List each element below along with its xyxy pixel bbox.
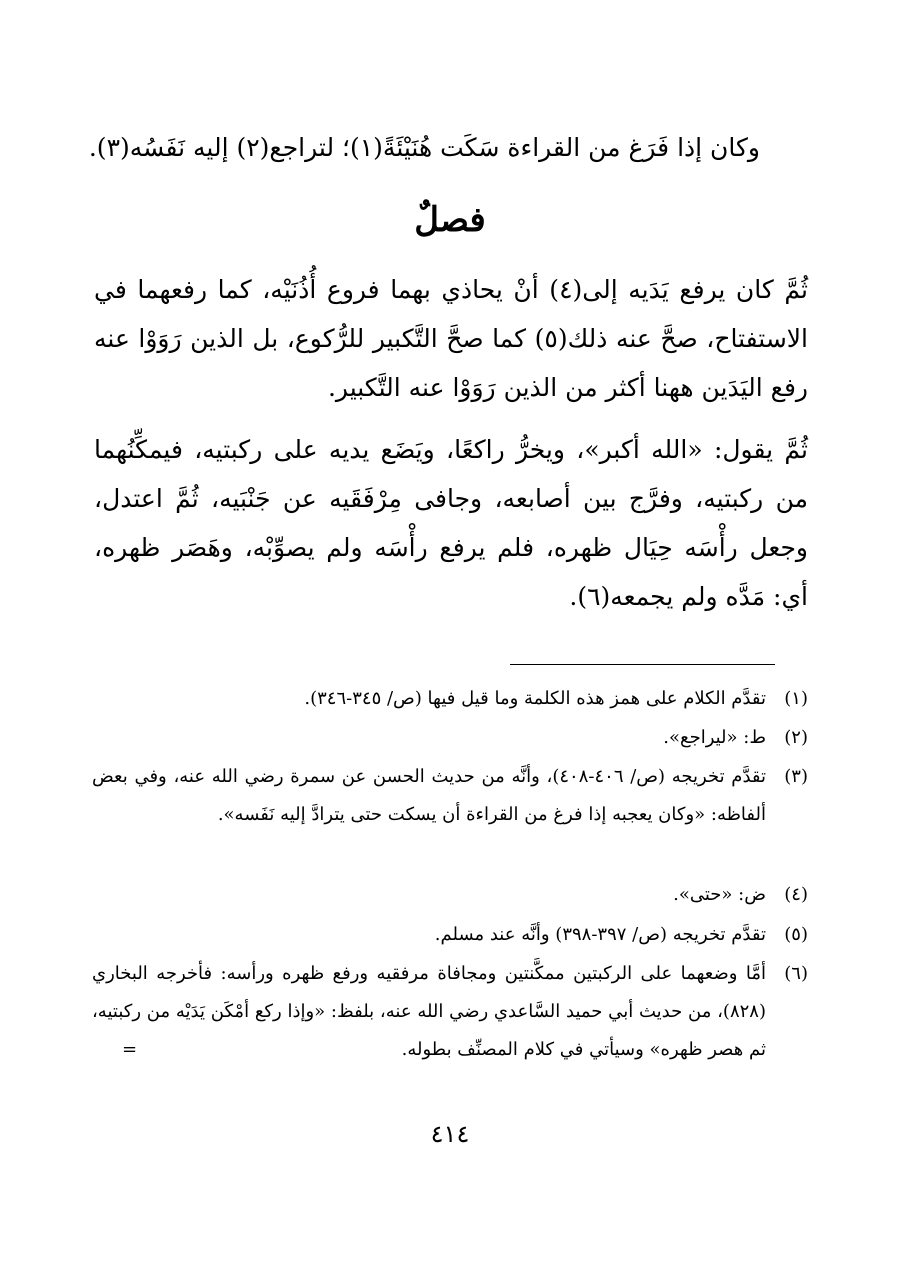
footnote-text: ض: «حتى». — [673, 884, 766, 905]
footnote-text: تقدَّم الكلام على همز هذه الكلمة وما قيل فيها (ص/ ٣٤٥-٣٤٦). — [304, 688, 766, 709]
footnote-number: (٤) — [784, 884, 808, 905]
paragraph-2: ثُمَّ يقول: «الله أكبر»، ويخرُّ راكعًا، ويَضَع يديه على ركبتيه، فيمكِّنُهما من ركبتيه، وفرَّج بين أصابعه، وجافى مِرْفَقَيه عن جَنْبَيه، ثُمَّ اعتدل، وجعل رأْسَه حِيَال ظهره، فلم يرفع رأْسَه ولم يصوِّبْه، وهَصَر ظهره، أي: مَدَّه ولم يجمعه(٦). — [94, 435, 808, 611]
footnote-1 — [92, 680, 808, 718]
section-heading: فصلٌ — [414, 200, 486, 240]
footnote-number: (٢) — [784, 727, 808, 748]
footnote-4 — [92, 876, 808, 914]
paragraph-1: ثُمَّ كان يرفع يَدَيه إلى(٤) أنْ يحاذي بهما فروع أُذُنَيْه، كما رفعهما في الاستفتاح، صحَّ عنه ذلك(٥) كما صحَّ التَّكبير للرُّكوع، بل الذين رَوَوْا عنه رفع اليَدَين ههنا أكثر من الذين رَوَوْا عنه التَّكبير. — [94, 275, 809, 402]
footnote-number: (٣) — [784, 766, 808, 787]
continuation-mark: = — [122, 1039, 138, 1060]
footnote-text: تقدَّم تخريجه (ص/ ٣٩٧-٣٩٨) وأنَّه عند مسلم. — [434, 924, 766, 945]
footnote-5 — [92, 916, 808, 954]
intro-line: وكان إذا فَرَغ من القراءة سَكَت هُنَيْئَةً(١)؛ لتراجع(٢) إليه نَفَسُه(٣). — [88, 133, 760, 162]
footnote-number: (١) — [784, 688, 808, 709]
page-number: ٤١٤ — [430, 1120, 470, 1148]
footnote-number: (٦) — [784, 963, 808, 984]
footnote-text: أمَّا وضعهما على الركبتين ممكَّنتين ومجافاة مرفقيه ورفع ظهره ورأسه: فأخرجه البخاري (٨٢٨)، من حديث أبي حميد السَّاعدي رضي الله عنه، بلفظ: «وإذا ركع أمْكَن يَدَيْه من ركبتيه، ثم هصر ظهره» وسيأتي في كلام المصنِّف بطوله. — [92, 963, 766, 1060]
footnote-text: تقدَّم تخريجه (ص/ ٤٠٦-٤٠٨)، وأنَّه من حديث الحسن عن سمرة رضي الله عنه، وفي بعض ألفاظه: «وكان يعجبه إذا فرغ من القراءة أن يسكت حتى يترادَّ إليه نَفَسه». — [92, 766, 767, 825]
footnote-separator — [510, 664, 775, 665]
footnote-6 — [92, 955, 808, 1069]
footnote-2 — [92, 719, 808, 757]
footnote-number: (٥) — [784, 924, 808, 945]
footnote-text: ط: «ليراجع». — [663, 727, 766, 748]
footnote-3 — [92, 758, 808, 834]
